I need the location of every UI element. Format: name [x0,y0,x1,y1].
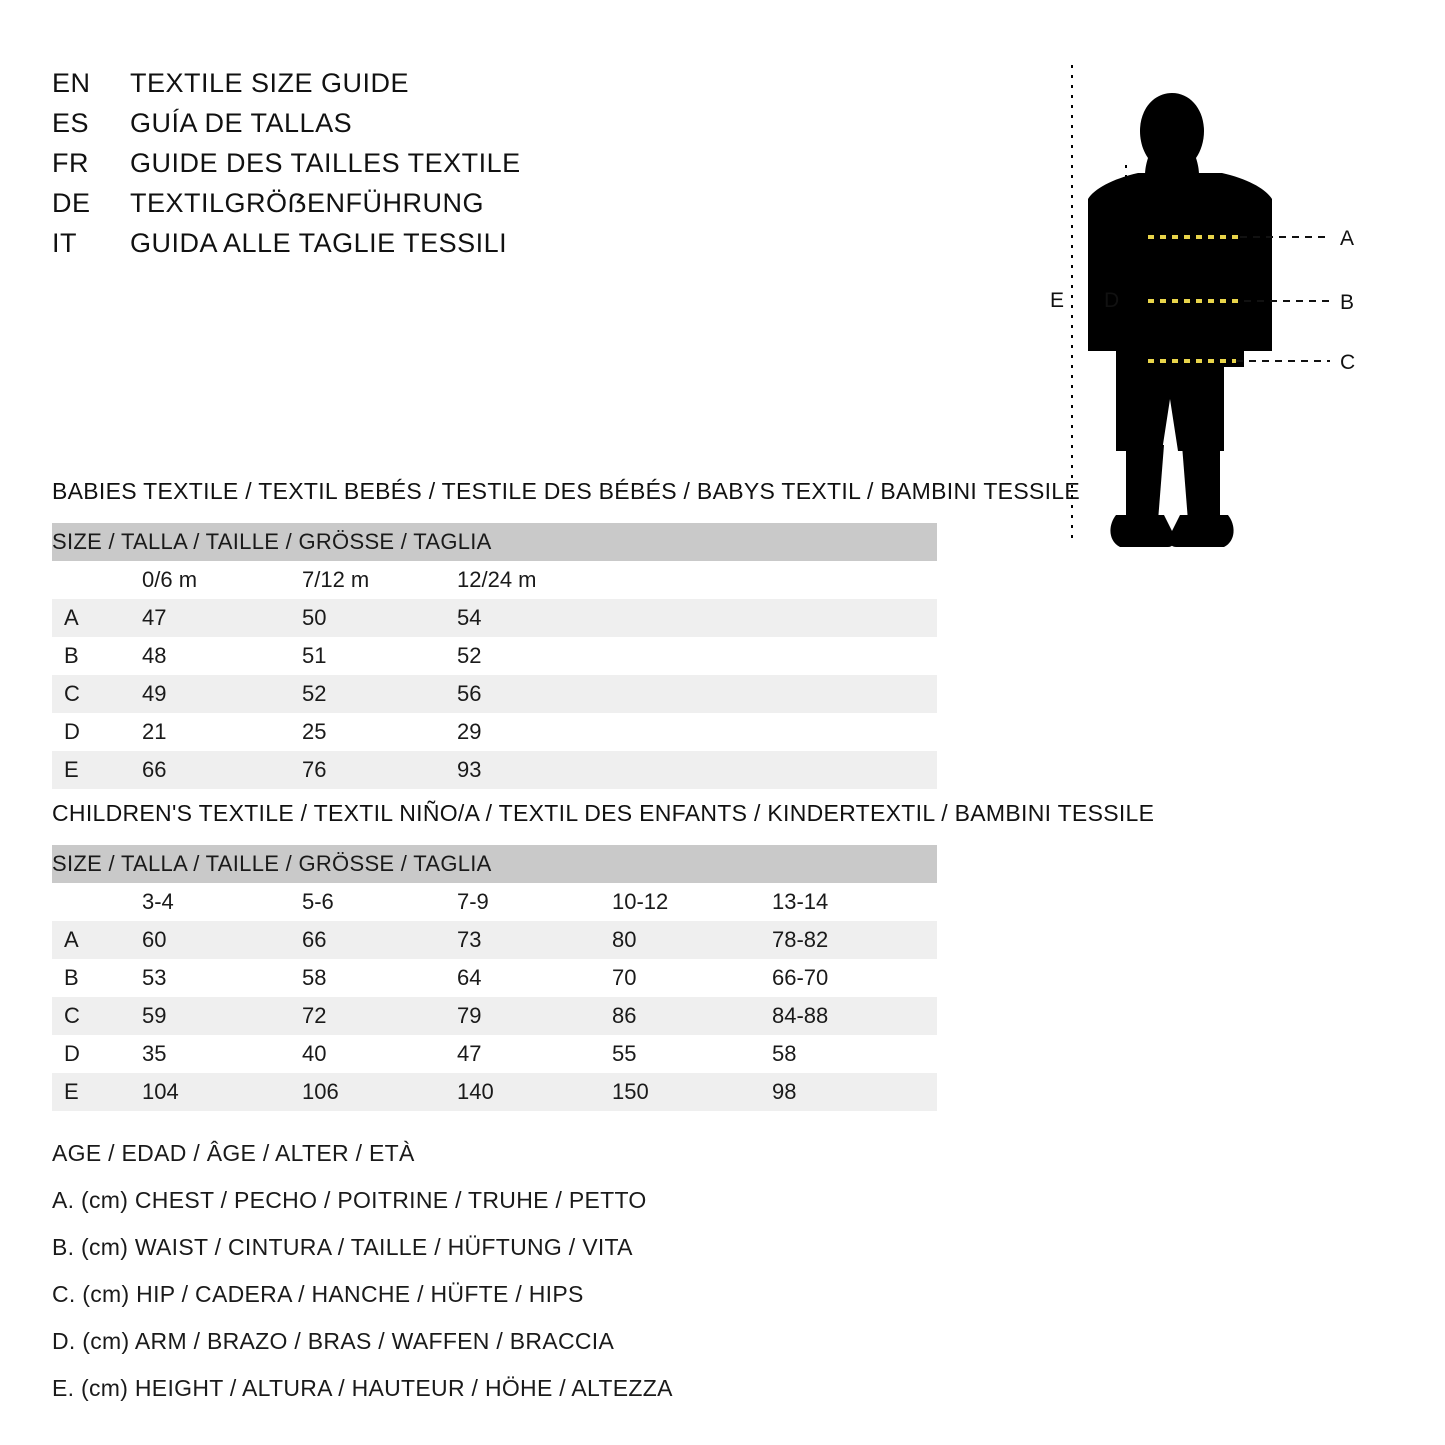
title-lang-fr: FR [52,148,89,178]
table-row [52,599,937,637]
table-row [52,675,937,713]
children-column-row [52,883,937,921]
measure-label-d: D [1104,289,1120,312]
babies-d-2: 29 [457,713,937,751]
children-b-3: 70 [612,959,772,997]
table-row [52,1035,937,1073]
children-a-4: 78-82 [772,921,937,959]
children-col-2: 7-9 [457,883,612,921]
children-b-1: 58 [302,959,457,997]
babies-e-2: 93 [457,751,937,789]
babies-a-2: 54 [457,599,937,637]
legend-line-chest: A. (cm) CHEST / PECHO / POITRINE / TRUHE / PETTO [52,1187,647,1213]
title-text-fr: GUIDE DES TAILLES TEXTILE [130,148,521,178]
title-row-fr [52,148,692,179]
legend-line-arm: D. (cm) ARM / BRAZO / BRAS / WAFFEN / BRACCIA [52,1328,615,1354]
title-lang-it: IT [52,228,77,258]
table-row [52,713,937,751]
children-table-header: SIZE / TALLA / TAILLE / GRÖSSE / TAGLIA [52,845,937,883]
legend-line-age: AGE / EDAD / ÂGE / ALTER / ETÀ [52,1140,415,1166]
children-col-4: 13-14 [772,883,937,921]
babies-section [52,478,1192,789]
babies-col-1: 7/12 m [302,561,457,599]
legend-line-height: E. (cm) HEIGHT / ALTURA / HAUTEUR / HÖHE / ALTEZZA [52,1375,673,1401]
children-e-3: 150 [612,1073,772,1111]
children-section [52,800,1192,1111]
children-row-label-b: B [52,959,142,997]
table-row [52,1073,937,1111]
babies-e-1: 76 [302,751,457,789]
babies-row-label-e: E [52,751,142,789]
children-e-4: 98 [772,1073,937,1111]
babies-c-0: 49 [142,675,302,713]
children-col-3: 10-12 [612,883,772,921]
children-e-0: 104 [142,1073,302,1111]
title-text-es: GUÍA DE TALLAS [130,108,353,138]
children-row-label-e: E [52,1073,142,1111]
measure-label-b: B [1340,291,1355,314]
babies-corner-cell [52,561,142,599]
babies-a-1: 50 [302,599,457,637]
children-table-header-row [52,845,937,883]
children-col-0: 3-4 [142,883,302,921]
children-c-0: 59 [142,997,302,1035]
babies-section-title: BABIES TEXTILE / TEXTIL BEBÉS / TESTILE DES BÉBÉS / BABYS TEXTIL / BAMBINI TESSILE [52,478,1081,504]
babies-size-table [52,523,937,789]
children-b-2: 64 [457,959,612,997]
babies-table-header-row [52,523,937,561]
children-col-1: 5-6 [302,883,457,921]
children-c-3: 86 [612,997,772,1035]
babies-b-2: 52 [457,637,937,675]
babies-b-1: 51 [302,637,457,675]
babies-c-1: 52 [302,675,457,713]
children-a-2: 73 [457,921,612,959]
babies-col-2: 12/24 m [457,561,937,599]
children-row-label-a: A [52,921,142,959]
title-lang-de: DE [52,188,91,218]
title-text-de: TEXTILGRÖẞENFÜHRUNG [130,188,484,218]
children-d-4: 58 [772,1035,937,1073]
children-d-2: 47 [457,1035,612,1073]
table-row [52,959,937,997]
table-row [52,997,937,1035]
title-row-es [52,108,692,139]
children-row-label-c: C [52,997,142,1035]
children-d-0: 35 [142,1035,302,1073]
legend-block [52,1140,952,1422]
table-row [52,921,937,959]
children-e-1: 106 [302,1073,457,1111]
title-lang-en: EN [52,68,91,98]
legend-line-hip: C. (cm) HIP / CADERA / HANCHE / HÜFTE / HIPS [52,1281,584,1307]
title-text-en: TEXTILE SIZE GUIDE [130,68,410,98]
children-a-3: 80 [612,921,772,959]
children-d-1: 40 [302,1035,457,1073]
measure-label-a: A [1340,227,1355,250]
children-corner-cell [52,883,142,921]
title-block [52,68,692,268]
children-c-1: 72 [302,997,457,1035]
babies-table-header: SIZE / TALLA / TAILLE / GRÖSSE / TAGLIA [52,523,937,561]
table-row [52,751,937,789]
children-c-4: 84-88 [772,997,937,1035]
children-size-table [52,845,937,1111]
title-text-it: GUIDA ALLE TAGLIE TESSILI [130,228,508,258]
table-row [52,637,937,675]
babies-d-1: 25 [302,713,457,751]
children-b-0: 53 [142,959,302,997]
children-c-2: 79 [457,997,612,1035]
babies-row-label-c: C [52,675,142,713]
babies-row-label-b: B [52,637,142,675]
measure-label-c: C [1340,351,1356,374]
title-lang-es: ES [52,108,90,138]
children-row-label-d: D [52,1035,142,1073]
babies-c-2: 56 [457,675,937,713]
children-section-title: CHILDREN'S TEXTILE / TEXTIL NIÑO/A / TEXTIL DES ENFANTS / KINDERTEXTIL / BAMBINI TESSILE [52,800,1155,826]
babies-b-0: 48 [142,637,302,675]
babies-column-row [52,561,937,599]
babies-a-0: 47 [142,599,302,637]
title-row-de [52,188,692,219]
title-row-it [52,228,692,259]
children-a-1: 66 [302,921,457,959]
measure-label-e: E [1050,289,1065,312]
legend-line-waist: B. (cm) WAIST / CINTURA / TAILLE / HÜFTUNG / VITA [52,1234,633,1260]
children-a-0: 60 [142,921,302,959]
babies-row-label-a: A [52,599,142,637]
babies-row-label-d: D [52,713,142,751]
babies-col-0: 0/6 m [142,561,302,599]
title-row-en [52,68,692,99]
children-e-2: 140 [457,1073,612,1111]
children-b-4: 66-70 [772,959,937,997]
children-d-3: 55 [612,1035,772,1073]
babies-e-0: 66 [142,751,302,789]
babies-d-0: 21 [142,713,302,751]
